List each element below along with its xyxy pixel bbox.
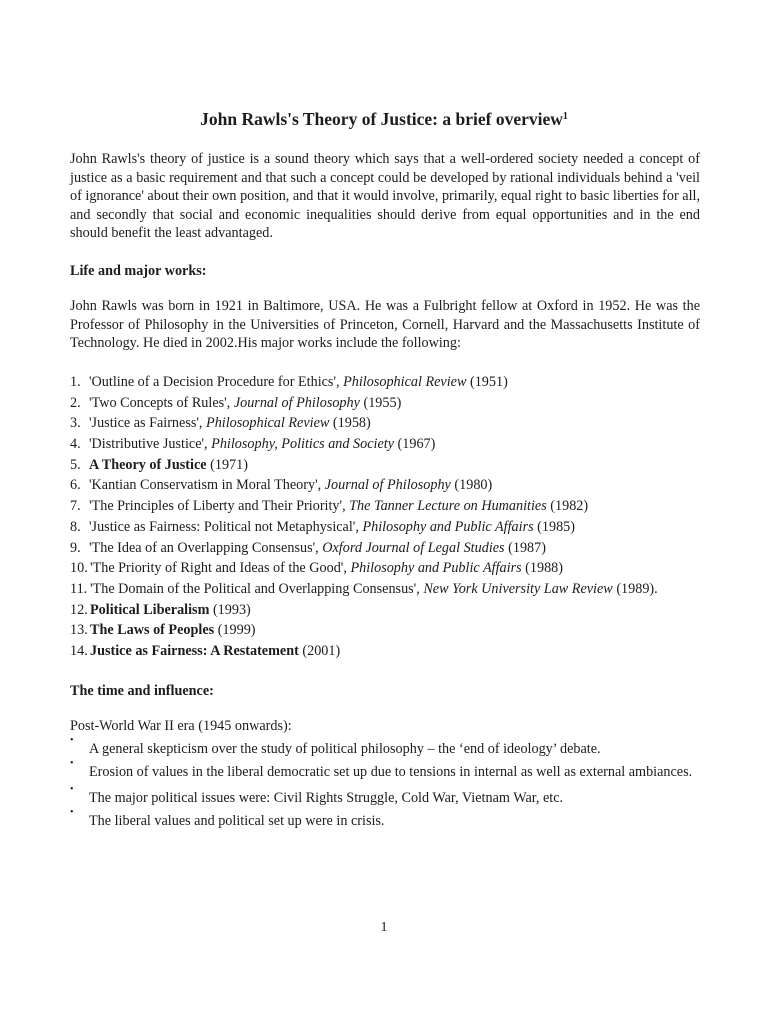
work-number: 11. bbox=[70, 580, 88, 597]
work-book-title: A Theory of Justice bbox=[89, 456, 207, 473]
work-publication: Philosophy and Public Affairs bbox=[350, 560, 522, 577]
work-item bbox=[70, 641, 710, 662]
work-year: (1985) bbox=[533, 518, 575, 535]
work-title: 'The Domain of the Political and Overlapping Consensus', bbox=[90, 580, 424, 597]
work-item bbox=[70, 475, 710, 496]
work-item bbox=[70, 620, 710, 641]
work-number: 9. bbox=[70, 539, 81, 556]
work-publication: New York University Law Review bbox=[423, 580, 613, 597]
work-number: 10. bbox=[70, 560, 88, 577]
influence-bullet-list bbox=[70, 735, 700, 834]
work-item bbox=[70, 413, 710, 434]
work-publication: The Tanner Lecture on Humanities bbox=[349, 498, 547, 515]
work-item bbox=[70, 538, 710, 559]
work-title: 'Outline of a Decision Procedure for Ethics', bbox=[89, 374, 344, 390]
work-book-title: The Laws of Peoples bbox=[90, 622, 215, 639]
work-book-title: Justice as Fairness: A Restatement bbox=[90, 642, 299, 659]
work-year: (1999) bbox=[214, 622, 256, 639]
work-number: 5. bbox=[70, 456, 81, 473]
work-item bbox=[70, 434, 710, 455]
work-title: 'The Idea of an Overlapping Consensus', bbox=[89, 539, 323, 556]
work-number: 2. bbox=[70, 394, 81, 411]
work-title: 'The Principles of Liberty and Their Priority', bbox=[89, 498, 350, 515]
work-item bbox=[70, 496, 710, 517]
work-publication: Journal of Philosophy bbox=[324, 477, 451, 494]
work-number: 12. bbox=[70, 601, 88, 618]
work-title: 'Kantian Conservatism in Moral Theory', bbox=[89, 477, 325, 494]
work-year: (1988) bbox=[521, 560, 563, 577]
work-publication: Journal of Philosophy bbox=[233, 394, 360, 411]
work-title: 'Justice as Fairness', bbox=[89, 415, 207, 432]
work-year: (1958) bbox=[329, 415, 371, 432]
work-year: (1980) bbox=[450, 477, 493, 494]
bullet-text: A general skepticism over the study of political philosophy – the ‘end of ideology’ debate. bbox=[89, 741, 601, 757]
work-item bbox=[70, 372, 710, 393]
work-book-title: Political Liberalism bbox=[90, 601, 210, 618]
bullet-icon: • bbox=[70, 806, 74, 818]
work-publication: Philosophical Review bbox=[206, 415, 330, 432]
bullet-item bbox=[70, 784, 700, 808]
page-title bbox=[0, 105, 768, 131]
work-item bbox=[70, 393, 710, 414]
work-number: 8. bbox=[70, 518, 81, 535]
bullet-icon: • bbox=[70, 784, 74, 795]
works-list bbox=[70, 372, 710, 662]
work-year: (1989). bbox=[612, 580, 658, 597]
intro-paragraph: John Rawls's theory of justice is a sound theory which says that a well-ordered society needed a concept of justice as a basic requirement and that such a concept could be developed by rational individuals behind a 'veil of ignorance' about their own position, and that it would involve, primarily, equal right to basic liberties for all, and secondly that social and economic inequalities should derive from equal opportunities and in the end should benefit the least advantaged. bbox=[70, 151, 700, 241]
work-year: (1982) bbox=[546, 498, 589, 515]
work-number: 6. bbox=[70, 477, 81, 494]
bullet-text: Erosion of values in the liberal democratic set up due to tensions in internal as well as external ambiances. bbox=[89, 763, 693, 780]
work-year: (1951) bbox=[466, 374, 508, 390]
work-item bbox=[70, 517, 710, 538]
life-heading: Life and major works: bbox=[70, 263, 207, 279]
page-number: 1 bbox=[380, 920, 388, 935]
work-publication: Philosophical Review bbox=[343, 374, 467, 390]
work-year: (1955) bbox=[359, 394, 402, 411]
bullet-item bbox=[70, 735, 700, 759]
work-title: 'Justice as Fairness: Political not Metaphysical', bbox=[89, 518, 363, 535]
bullet-icon: • bbox=[70, 735, 74, 746]
work-number: 7. bbox=[70, 498, 81, 515]
work-year: (2001) bbox=[298, 642, 341, 659]
bullet-item bbox=[70, 806, 700, 831]
work-number: 4. bbox=[70, 436, 81, 453]
work-item bbox=[70, 579, 710, 600]
title-text: John Rawls's Theory of Justice: a brief overview bbox=[200, 109, 563, 129]
work-year: (1967) bbox=[394, 436, 436, 453]
work-number: 14. bbox=[70, 642, 88, 659]
work-title: 'The Priority of Right and Ideas of the Good', bbox=[90, 560, 351, 577]
work-title: 'Two Concepts of Rules', bbox=[89, 394, 234, 411]
title-footnote-marker: 1 bbox=[562, 111, 568, 122]
work-publication: Philosophy, Politics and Society bbox=[211, 436, 394, 453]
work-item bbox=[70, 558, 710, 579]
work-publication: Oxford Journal of Legal Studies bbox=[322, 539, 505, 556]
work-number: 13. bbox=[70, 622, 88, 639]
work-number: 1. bbox=[70, 374, 81, 390]
life-paragraph: John Rawls was born in 1921 in Baltimore, USA. He was a Fulbright fellow at Oxford in 1952. He was the Professor of Philosophy in the Universities of Princeton, Cornell, Harvard and the Massachusetts Institute of Technology. He died in 2002.His major works include the following: bbox=[70, 298, 700, 351]
work-publication: Philosophy and Public Affairs bbox=[362, 518, 534, 535]
time-heading: The time and influence: bbox=[70, 683, 214, 699]
bullet-text: The major political issues were: Civil Rights Struggle, Cold War, Vietnam War, etc. bbox=[89, 790, 564, 806]
bullet-icon: • bbox=[70, 757, 74, 769]
work-title: 'Distributive Justice', bbox=[89, 436, 212, 453]
work-year: (1993) bbox=[209, 601, 251, 618]
work-item bbox=[70, 600, 710, 621]
work-number: 3. bbox=[70, 415, 81, 432]
work-item bbox=[70, 455, 710, 476]
bullet-text: The liberal values and political set up were in crisis. bbox=[89, 812, 385, 829]
time-intro: Post-World War II era (1945 onwards): bbox=[70, 718, 292, 734]
bullet-item bbox=[70, 757, 700, 782]
work-year: (1971) bbox=[206, 456, 248, 473]
work-year: (1987) bbox=[504, 539, 546, 556]
